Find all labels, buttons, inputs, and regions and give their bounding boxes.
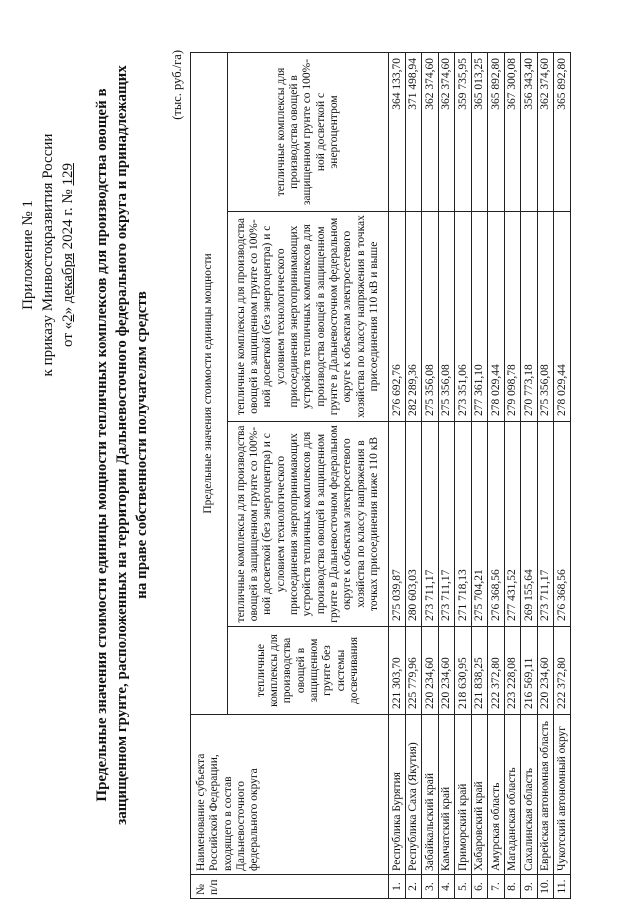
value-col2: 276 368,56 <box>488 422 505 627</box>
date-suffix: 2024 г. № <box>60 185 76 254</box>
subject-name: Забайкальский край <box>422 715 439 875</box>
subject-name: Приморский край <box>455 715 472 875</box>
subject-name: Чукотский автономный округ <box>554 715 571 875</box>
value-col4: 365 892,80 <box>554 53 571 212</box>
document-title <box>92 45 152 845</box>
date-day: 2 <box>60 314 76 322</box>
date-month: декабря <box>60 253 76 304</box>
value-col1: 216 569,11 <box>521 627 538 715</box>
value-col4: 356 343,40 <box>521 53 538 212</box>
value-col3: 277 361,10 <box>471 212 488 422</box>
date-mid: » <box>60 303 76 315</box>
value-col3: 278 029,44 <box>488 212 505 422</box>
row-number: 4. <box>438 875 455 899</box>
value-col4: 362 374,60 <box>537 53 554 212</box>
row-number: 3. <box>422 875 439 899</box>
value-col1: 222 372,80 <box>554 627 571 715</box>
row-number: 1. <box>389 875 406 899</box>
header-col-below-110kv: тепличные комплексы для производства овощей в защищенном грунте со 100%-ной досветкой (без энергоцентра) и с условием технологического присоединения энергопринимающих устройств тепличных комплексов для производства овощей в защищенном грунте в Дальневосточном федеральном округе к объектам электросетевого хозяйства по классу напряжения в точках присоединения ниже 110 кВ <box>228 422 389 627</box>
value-col3: 279 098,78 <box>504 212 521 422</box>
title-line-1: Предельные значения стоимости единицы мощности тепличных комплексов для производства овощей в <box>94 88 110 802</box>
title-line-2: защищенном грунте, расположенных на территории Дальневосточного федерального округа и принадлежащих <box>114 65 130 825</box>
table-row <box>405 53 422 899</box>
subject-name: Еврейская автономная область <box>537 715 554 875</box>
value-col2: 280 603,03 <box>405 422 422 627</box>
value-col4: 359 735,95 <box>455 53 472 212</box>
subject-name: Сахалинская область <box>521 715 538 875</box>
value-col3: 278 029,44 <box>554 212 571 422</box>
value-col4: 362 374,60 <box>438 53 455 212</box>
header-col-no-lighting: тепличные комплексы для производства овощей в защищенном грунте без системы досвечивания <box>228 627 389 715</box>
date-prefix: от « <box>60 321 76 347</box>
value-col2: 275 704,21 <box>471 422 488 627</box>
subject-name: Республика Бурятия <box>389 715 406 875</box>
table-row <box>537 53 554 899</box>
row-number: 9. <box>521 875 538 899</box>
table-row <box>504 53 521 899</box>
value-col2: 271 718,13 <box>455 422 472 627</box>
value-col1: 220 234,60 <box>438 627 455 715</box>
subject-name: Камчатский край <box>438 715 455 875</box>
value-col4: 371 498,94 <box>405 53 422 212</box>
order-number: 129 <box>60 163 76 186</box>
value-col1: 220 234,60 <box>422 627 439 715</box>
row-number: 11. <box>554 875 571 899</box>
row-number: 8. <box>504 875 521 899</box>
table-row <box>422 53 439 899</box>
value-col2: 273 711,17 <box>438 422 455 627</box>
appendix-block <box>18 40 78 470</box>
value-col3: 275 356,08 <box>422 212 439 422</box>
appendix-date-line <box>58 40 78 470</box>
value-col1: 221 838,25 <box>471 627 488 715</box>
table-row <box>554 53 571 899</box>
row-number: 7. <box>488 875 505 899</box>
table-row <box>455 53 472 899</box>
value-col4: 367 300,08 <box>504 53 521 212</box>
value-col2: 276 368,56 <box>554 422 571 627</box>
value-col4: 365 013,25 <box>471 53 488 212</box>
appendix-order-ref: к приказу Минвостокразвития России <box>40 133 56 377</box>
subject-name: Республика Саха (Якутия) <box>405 715 422 875</box>
table-row <box>488 53 505 899</box>
header-col-with-energy-center: тепличные комплексы для производства овощей в защищенном грунте со 100%-ной досветкой с энергоцентром <box>228 53 389 212</box>
value-col4: 362 374,60 <box>422 53 439 212</box>
subject-name: Хабаровский край <box>471 715 488 875</box>
value-col3: 282 289,36 <box>405 212 422 422</box>
value-col1: 223 228,08 <box>504 627 521 715</box>
value-col4: 365 892,80 <box>488 53 505 212</box>
table-row <box>521 53 538 899</box>
appendix-title: Приложение № 1 <box>20 200 36 310</box>
subject-name: Магаданская область <box>504 715 521 875</box>
value-col1: 222 372,80 <box>488 627 505 715</box>
value-col1: 220 234,60 <box>537 627 554 715</box>
value-col3: 273 351,06 <box>455 212 472 422</box>
value-col2: 269 155,64 <box>521 422 538 627</box>
table-row <box>389 53 406 899</box>
value-col1: 218 630,95 <box>455 627 472 715</box>
title-line-3: на праве собственности получателям средств <box>134 291 150 599</box>
table-row <box>471 53 488 899</box>
row-number: 5. <box>455 875 472 899</box>
value-col3: 276 692,76 <box>389 212 406 422</box>
value-col2: 273 711,17 <box>422 422 439 627</box>
value-col2: 275 039,87 <box>389 422 406 627</box>
value-col2: 273 711,17 <box>537 422 554 627</box>
value-col2: 277 431,52 <box>504 422 521 627</box>
unit-label: (тыс. руб./га) <box>170 50 184 120</box>
value-col1: 225 779,96 <box>405 627 422 715</box>
header-col-110kv-and-above: тепличные комплексы для производства овощей в защищенном грунте со 100%-ной досветкой (без энергоцентра) и с условием технологического присоединения энергопринимающих устройств тепличных комплексов для производства овощей в защищенном грунте в Дальневосточном федеральном округе к объектам электросетевого хозяйства по классу напряжения в точках присоединения 110 кВ и выше <box>228 212 389 422</box>
row-number: 2. <box>405 875 422 899</box>
header-group: Предельные значения стоимости единицы мощности <box>191 53 228 715</box>
table-row <box>438 53 455 899</box>
value-col4: 364 133,70 <box>389 53 406 212</box>
value-col1: 221 303,70 <box>389 627 406 715</box>
row-number: 6. <box>471 875 488 899</box>
price-limits-table <box>190 52 571 899</box>
value-col3: 270 773,18 <box>521 212 538 422</box>
row-number: 10. <box>537 875 554 899</box>
subject-name: Амурская область <box>488 715 505 875</box>
value-col3: 275 356,08 <box>537 212 554 422</box>
value-col3: 275 356,08 <box>438 212 455 422</box>
header-subject: Наименование субъекта Российской Федерации, входящего в состав Дальневосточного федерального округа <box>191 715 389 875</box>
header-number: № п/п <box>191 875 389 899</box>
